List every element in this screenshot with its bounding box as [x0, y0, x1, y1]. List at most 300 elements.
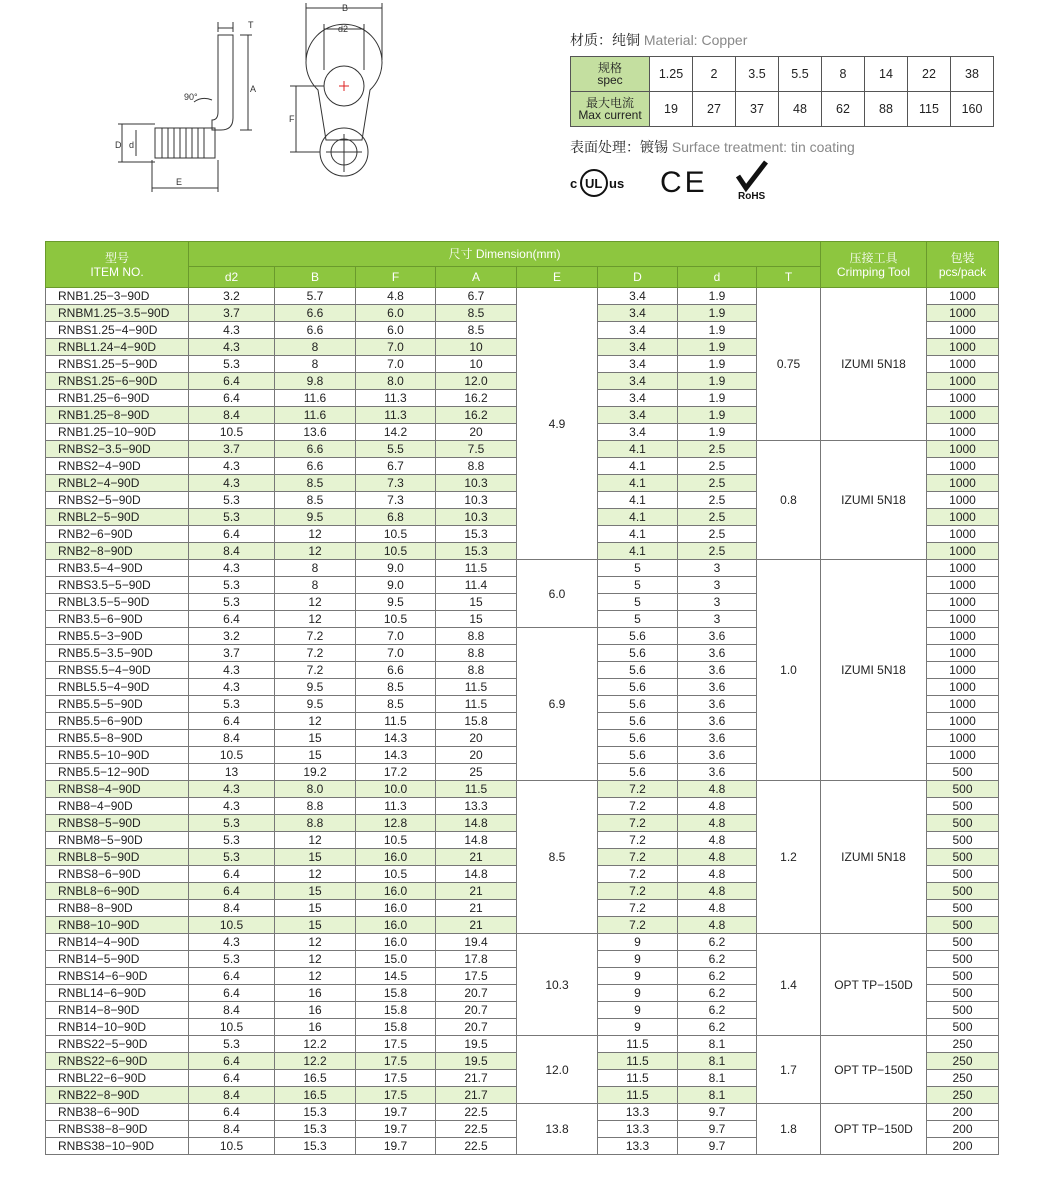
- f-cell: 4.8: [356, 288, 436, 305]
- f-cell: 7.0: [356, 356, 436, 373]
- pack-cell: 500: [927, 1019, 999, 1036]
- d-outer-cell: 7.2: [598, 883, 678, 900]
- item-no-cell: RNB38−6−90D: [46, 1104, 189, 1121]
- a-cell: 14.8: [436, 815, 517, 832]
- d2-cell: 4.3: [189, 934, 275, 951]
- tool-cell: OPT TP−150D: [821, 1036, 927, 1104]
- f-cell: 14.5: [356, 968, 436, 985]
- pack-cell: 500: [927, 866, 999, 883]
- d2-cell: 4.3: [189, 798, 275, 815]
- f-cell: 19.7: [356, 1138, 436, 1155]
- pack-cell: 500: [927, 798, 999, 815]
- t-cell: 1.8: [757, 1104, 821, 1155]
- item-no-cell: RNBS14−6−90D: [46, 968, 189, 985]
- d-outer-cell: 5.6: [598, 747, 678, 764]
- d-inner-cell: 2.5: [678, 492, 757, 509]
- a-cell: 14.8: [436, 832, 517, 849]
- pack-cell: 200: [927, 1104, 999, 1121]
- d-inner-cell: 4.8: [678, 781, 757, 798]
- d-outer-cell: 7.2: [598, 849, 678, 866]
- b-cell: 12: [275, 543, 356, 560]
- item-no-cell: RNBM1.25−3.5−90D: [46, 305, 189, 322]
- d-outer-cell: 5.6: [598, 730, 678, 747]
- d-inner-cell: 3: [678, 594, 757, 611]
- spec-cell: 22: [908, 57, 951, 92]
- d-inner-cell: 1.9: [678, 322, 757, 339]
- b-cell: 12: [275, 611, 356, 628]
- d-inner-cell: 3.6: [678, 628, 757, 645]
- d2-cell: 6.4: [189, 883, 275, 900]
- d-outer-cell: 4.1: [598, 458, 678, 475]
- d-inner-cell: 2.5: [678, 441, 757, 458]
- b-cell: 15.3: [275, 1104, 356, 1121]
- d-inner-cell: 3.6: [678, 662, 757, 679]
- header-F: F: [356, 267, 436, 288]
- d-outer-cell: 7.2: [598, 866, 678, 883]
- item-no-cell: RNB8−8−90D: [46, 900, 189, 917]
- current-cell: 27: [693, 92, 736, 127]
- f-cell: 10.5: [356, 866, 436, 883]
- a-cell: 22.5: [436, 1138, 517, 1155]
- t-cell: 1.4: [757, 934, 821, 1036]
- pack-cell: 1000: [927, 747, 999, 764]
- f-cell: 10.0: [356, 781, 436, 798]
- a-cell: 21.7: [436, 1087, 517, 1104]
- d-outer-cell: 4.1: [598, 492, 678, 509]
- f-cell: 10.5: [356, 611, 436, 628]
- d2-cell: 3.2: [189, 628, 275, 645]
- d2-cell: 8.4: [189, 1121, 275, 1138]
- a-cell: 21.7: [436, 1070, 517, 1087]
- d-inner-cell: 3: [678, 560, 757, 577]
- e-cell: 6.0: [517, 560, 598, 628]
- f-cell: 15.0: [356, 951, 436, 968]
- label-d2: d2: [338, 24, 349, 34]
- d-inner-cell: 4.8: [678, 900, 757, 917]
- item-no-cell: RNB5.5−8−90D: [46, 730, 189, 747]
- pack-cell: 500: [927, 883, 999, 900]
- f-cell: 16.0: [356, 883, 436, 900]
- d2-cell: 5.3: [189, 356, 275, 373]
- material-line: [570, 30, 1000, 50]
- ul-mark-text: UL: [585, 176, 603, 191]
- d-inner-cell: 3.6: [678, 696, 757, 713]
- a-cell: 11.5: [436, 781, 517, 798]
- tool-cell: OPT TP−150D: [821, 1104, 927, 1155]
- item-no-cell: RNB1.25−6−90D: [46, 390, 189, 407]
- a-cell: 15: [436, 611, 517, 628]
- a-cell: 19.5: [436, 1036, 517, 1053]
- a-cell: 13.3: [436, 798, 517, 815]
- b-cell: 16.5: [275, 1070, 356, 1087]
- item-no-cell: RNBS3.5−5−90D: [46, 577, 189, 594]
- pack-cell: 1000: [927, 288, 999, 305]
- item-no-cell: RNBS22−5−90D: [46, 1036, 189, 1053]
- d2-cell: 3.7: [189, 305, 275, 322]
- header-B: B: [275, 267, 356, 288]
- tool-cell: IZUMI 5N18: [821, 441, 927, 560]
- b-cell: 15.3: [275, 1121, 356, 1138]
- a-cell: 10.3: [436, 492, 517, 509]
- e-cell: 6.9: [517, 628, 598, 781]
- pack-cell: 1000: [927, 611, 999, 628]
- header-item: 型号 ITEM NO.: [46, 242, 189, 288]
- d-outer-cell: 3.4: [598, 305, 678, 322]
- pack-cell: 1000: [927, 356, 999, 373]
- label-B: B: [342, 3, 349, 13]
- f-cell: 6.0: [356, 305, 436, 322]
- table-row: [46, 288, 999, 305]
- b-cell: 15.3: [275, 1138, 356, 1155]
- a-cell: 21: [436, 849, 517, 866]
- b-cell: 19.2: [275, 764, 356, 781]
- d-outer-cell: 9: [598, 985, 678, 1002]
- f-cell: 7.0: [356, 339, 436, 356]
- d-inner-cell: 1.9: [678, 305, 757, 322]
- b-cell: 12.2: [275, 1053, 356, 1070]
- d2-cell: 5.3: [189, 951, 275, 968]
- b-cell: 12: [275, 866, 356, 883]
- e-cell: 13.8: [517, 1104, 598, 1155]
- surface-en: Surface treatment: tin coating: [671, 139, 855, 155]
- b-cell: 13.6: [275, 424, 356, 441]
- d2-cell: 4.3: [189, 322, 275, 339]
- b-cell: 11.6: [275, 390, 356, 407]
- b-cell: 7.2: [275, 662, 356, 679]
- d-inner-cell: 4.8: [678, 798, 757, 815]
- f-cell: 19.7: [356, 1121, 436, 1138]
- d2-cell: 10.5: [189, 424, 275, 441]
- d2-cell: 3.2: [189, 288, 275, 305]
- f-cell: 12.8: [356, 815, 436, 832]
- product-table-wrap: [45, 241, 999, 1155]
- d2-cell: 4.3: [189, 781, 275, 798]
- d-inner-cell: 1.9: [678, 373, 757, 390]
- f-cell: 15.8: [356, 985, 436, 1002]
- item-no-cell: RNBS38−10−90D: [46, 1138, 189, 1155]
- d-outer-cell: 3.4: [598, 322, 678, 339]
- item-no-cell: RNBM8−5−90D: [46, 832, 189, 849]
- pack-cell: 1000: [927, 373, 999, 390]
- b-cell: 6.6: [275, 322, 356, 339]
- d-outer-cell: 4.1: [598, 441, 678, 458]
- d2-cell: 5.3: [189, 1036, 275, 1053]
- pack-cell: 500: [927, 764, 999, 781]
- product-table-body: [46, 288, 999, 1155]
- item-no-cell: RNB3.5−6−90D: [46, 611, 189, 628]
- ul-logo: [570, 170, 624, 196]
- f-cell: 8.0: [356, 373, 436, 390]
- b-cell: 7.2: [275, 645, 356, 662]
- d-inner-cell: 3.6: [678, 730, 757, 747]
- d2-cell: 5.3: [189, 696, 275, 713]
- e-cell: 10.3: [517, 934, 598, 1036]
- a-cell: 15.8: [436, 713, 517, 730]
- f-cell: 17.5: [356, 1036, 436, 1053]
- f-cell: 10.5: [356, 832, 436, 849]
- item-no-cell: RNB5.5−5−90D: [46, 696, 189, 713]
- d-outer-cell: 4.1: [598, 475, 678, 492]
- b-cell: 8.5: [275, 475, 356, 492]
- f-cell: 15.8: [356, 1002, 436, 1019]
- d-inner-cell: 6.2: [678, 968, 757, 985]
- pack-cell: 1000: [927, 424, 999, 441]
- label-d: d: [129, 140, 135, 150]
- item-no-cell: RNB8−4−90D: [46, 798, 189, 815]
- a-cell: 22.5: [436, 1104, 517, 1121]
- f-cell: 6.6: [356, 662, 436, 679]
- pack-cell: 1000: [927, 526, 999, 543]
- d-outer-cell: 3.4: [598, 390, 678, 407]
- d-inner-cell: 6.2: [678, 985, 757, 1002]
- b-cell: 15: [275, 900, 356, 917]
- spec-cell: 14: [865, 57, 908, 92]
- f-cell: 6.8: [356, 509, 436, 526]
- t-cell: 0.75: [757, 288, 821, 441]
- pack-cell: 500: [927, 1002, 999, 1019]
- f-cell: 7.3: [356, 492, 436, 509]
- d-inner-cell: 9.7: [678, 1138, 757, 1155]
- d2-cell: 8.4: [189, 407, 275, 424]
- product-table: [45, 241, 999, 1155]
- b-cell: 12: [275, 594, 356, 611]
- item-no-cell: RNBL2−5−90D: [46, 509, 189, 526]
- pack-cell: 1000: [927, 594, 999, 611]
- tool-cell: OPT TP−150D: [821, 934, 927, 1036]
- d2-cell: 13: [189, 764, 275, 781]
- d-outer-cell: 3.4: [598, 424, 678, 441]
- b-cell: 6.6: [275, 458, 356, 475]
- d-inner-cell: 1.9: [678, 407, 757, 424]
- b-cell: 16: [275, 1002, 356, 1019]
- a-cell: 15: [436, 594, 517, 611]
- d-inner-cell: 1.9: [678, 390, 757, 407]
- item-no-cell: RNBS1.25−4−90D: [46, 322, 189, 339]
- d-outer-cell: 9: [598, 951, 678, 968]
- item-no-cell: RNBL8−5−90D: [46, 849, 189, 866]
- b-cell: 16.5: [275, 1087, 356, 1104]
- d-outer-cell: 5.6: [598, 679, 678, 696]
- terminal-drawing: [100, 0, 400, 200]
- b-cell: 8.0: [275, 781, 356, 798]
- a-cell: 21: [436, 883, 517, 900]
- d2-cell: 8.4: [189, 730, 275, 747]
- f-cell: 16.0: [356, 917, 436, 934]
- a-cell: 11.5: [436, 679, 517, 696]
- d2-cell: 4.3: [189, 475, 275, 492]
- d2-cell: 5.3: [189, 509, 275, 526]
- d-inner-cell: 3: [678, 577, 757, 594]
- spec-cell: 38: [951, 57, 994, 92]
- d-outer-cell: 13.3: [598, 1121, 678, 1138]
- pack-cell: 500: [927, 951, 999, 968]
- d2-cell: 5.3: [189, 849, 275, 866]
- d-outer-cell: 11.5: [598, 1070, 678, 1087]
- d2-cell: 6.4: [189, 611, 275, 628]
- d2-cell: 10.5: [189, 1138, 275, 1155]
- b-cell: 6.6: [275, 441, 356, 458]
- a-cell: 16.2: [436, 390, 517, 407]
- d-outer-cell: 7.2: [598, 917, 678, 934]
- f-cell: 9.0: [356, 577, 436, 594]
- b-cell: 12: [275, 713, 356, 730]
- spec-cell: 1.25: [650, 57, 693, 92]
- b-cell: 12.2: [275, 1036, 356, 1053]
- a-cell: 20.7: [436, 1019, 517, 1036]
- d-inner-cell: 1.9: [678, 356, 757, 373]
- d-outer-cell: 4.1: [598, 526, 678, 543]
- current-cell: 160: [951, 92, 994, 127]
- b-cell: 9.5: [275, 696, 356, 713]
- a-cell: 10: [436, 339, 517, 356]
- item-no-cell: RNBS1.25−6−90D: [46, 373, 189, 390]
- pack-cell: 1000: [927, 560, 999, 577]
- current-cell: 88: [865, 92, 908, 127]
- d-outer-cell: 5.6: [598, 662, 678, 679]
- b-cell: 6.6: [275, 305, 356, 322]
- b-cell: 5.7: [275, 288, 356, 305]
- pack-cell: 1000: [927, 305, 999, 322]
- material-cn: 材质：纯铜: [570, 32, 640, 48]
- item-no-cell: RNB2−6−90D: [46, 526, 189, 543]
- f-cell: 5.5: [356, 441, 436, 458]
- d2-cell: 5.3: [189, 832, 275, 849]
- pack-cell: 1000: [927, 509, 999, 526]
- d-outer-cell: 3.4: [598, 288, 678, 305]
- d-inner-cell: 2.5: [678, 475, 757, 492]
- header-E: E: [517, 267, 598, 288]
- pack-cell: 1000: [927, 475, 999, 492]
- spec-cell: 5.5: [779, 57, 822, 92]
- tool-cell: IZUMI 5N18: [821, 781, 927, 934]
- item-no-cell: RNBL1.24−4−90D: [46, 339, 189, 356]
- d2-cell: 8.4: [189, 900, 275, 917]
- pack-cell: 500: [927, 849, 999, 866]
- a-cell: 17.8: [436, 951, 517, 968]
- ce-mark: CE: [660, 166, 708, 199]
- d-outer-cell: 3.4: [598, 373, 678, 390]
- d-outer-cell: 5: [598, 560, 678, 577]
- item-no-cell: RNB5.5−12−90D: [46, 764, 189, 781]
- item-no-cell: RNBL2−4−90D: [46, 475, 189, 492]
- header-d2: d2: [189, 267, 275, 288]
- pack-cell: 1000: [927, 662, 999, 679]
- d-outer-cell: 5.6: [598, 645, 678, 662]
- b-cell: 8.8: [275, 815, 356, 832]
- ul-us-text: us: [609, 176, 625, 191]
- current-cell: 115: [908, 92, 951, 127]
- table-row: [46, 1036, 999, 1053]
- f-cell: 7.0: [356, 628, 436, 645]
- a-cell: 20.7: [436, 985, 517, 1002]
- d-outer-cell: 5: [598, 611, 678, 628]
- item-no-cell: RNBS38−8−90D: [46, 1121, 189, 1138]
- label-T: T: [248, 20, 254, 30]
- d2-cell: 4.3: [189, 560, 275, 577]
- d-outer-cell: 4.1: [598, 509, 678, 526]
- item-no-cell: RNBS1.25−5−90D: [46, 356, 189, 373]
- f-cell: 17.5: [356, 1087, 436, 1104]
- item-no-cell: RNB1.25−3−90D: [46, 288, 189, 305]
- d-outer-cell: 5.6: [598, 696, 678, 713]
- d2-cell: 4.3: [189, 339, 275, 356]
- item-no-cell: RNBS8−4−90D: [46, 781, 189, 798]
- a-cell: 11.5: [436, 560, 517, 577]
- d2-cell: 6.4: [189, 1104, 275, 1121]
- d-outer-cell: 7.2: [598, 815, 678, 832]
- a-cell: 12.0: [436, 373, 517, 390]
- a-cell: 21: [436, 900, 517, 917]
- a-cell: 20: [436, 730, 517, 747]
- d-outer-cell: 7.2: [598, 832, 678, 849]
- header-tool: 压接工具 Crimping Tool: [821, 242, 927, 288]
- pack-cell: 250: [927, 1070, 999, 1087]
- b-cell: 15: [275, 883, 356, 900]
- d-outer-cell: 3.4: [598, 356, 678, 373]
- d-inner-cell: 6.2: [678, 1019, 757, 1036]
- d-inner-cell: 2.5: [678, 458, 757, 475]
- b-cell: 8.5: [275, 492, 356, 509]
- d2-cell: 6.4: [189, 526, 275, 543]
- a-cell: 20: [436, 424, 517, 441]
- d-inner-cell: 8.1: [678, 1070, 757, 1087]
- d2-cell: 4.3: [189, 458, 275, 475]
- item-no-cell: RNB5.5−10−90D: [46, 747, 189, 764]
- f-cell: 6.0: [356, 322, 436, 339]
- pack-cell: 500: [927, 832, 999, 849]
- d-outer-cell: 13.3: [598, 1138, 678, 1155]
- f-cell: 14.2: [356, 424, 436, 441]
- material-en: Material: Copper: [643, 32, 748, 48]
- a-cell: 22.5: [436, 1121, 517, 1138]
- e-cell: 8.5: [517, 781, 598, 934]
- d-inner-cell: 8.1: [678, 1087, 757, 1104]
- item-no-cell: RNB2−8−90D: [46, 543, 189, 560]
- d2-cell: 6.4: [189, 1070, 275, 1087]
- pack-cell: 1000: [927, 322, 999, 339]
- item-no-cell: RNBS2−4−90D: [46, 458, 189, 475]
- pack-cell: 200: [927, 1121, 999, 1138]
- pack-cell: 500: [927, 781, 999, 798]
- f-cell: 9.0: [356, 560, 436, 577]
- a-cell: 19.5: [436, 1053, 517, 1070]
- label-angle: 90°: [184, 92, 198, 102]
- b-cell: 7.2: [275, 628, 356, 645]
- pack-cell: 500: [927, 934, 999, 951]
- d-inner-cell: 3.6: [678, 679, 757, 696]
- item-no-cell: RNBS5.5−4−90D: [46, 662, 189, 679]
- table-row: [46, 934, 999, 951]
- item-no-cell: RNBL22−6−90D: [46, 1070, 189, 1087]
- item-no-cell: RNBL5.5−4−90D: [46, 679, 189, 696]
- a-cell: 8.8: [436, 662, 517, 679]
- d-outer-cell: 11.5: [598, 1036, 678, 1053]
- f-cell: 11.3: [356, 390, 436, 407]
- d2-cell: 6.4: [189, 968, 275, 985]
- a-cell: 11.5: [436, 696, 517, 713]
- spec-cell: 8: [822, 57, 865, 92]
- rohs-logo: [738, 162, 766, 202]
- d-outer-cell: 7.2: [598, 781, 678, 798]
- b-cell: 12: [275, 968, 356, 985]
- pack-cell: 1000: [927, 339, 999, 356]
- current-cell: 62: [822, 92, 865, 127]
- a-cell: 10.3: [436, 475, 517, 492]
- a-cell: 8.5: [436, 322, 517, 339]
- d-outer-cell: 3.4: [598, 339, 678, 356]
- f-cell: 10.5: [356, 543, 436, 560]
- a-cell: 20.7: [436, 1002, 517, 1019]
